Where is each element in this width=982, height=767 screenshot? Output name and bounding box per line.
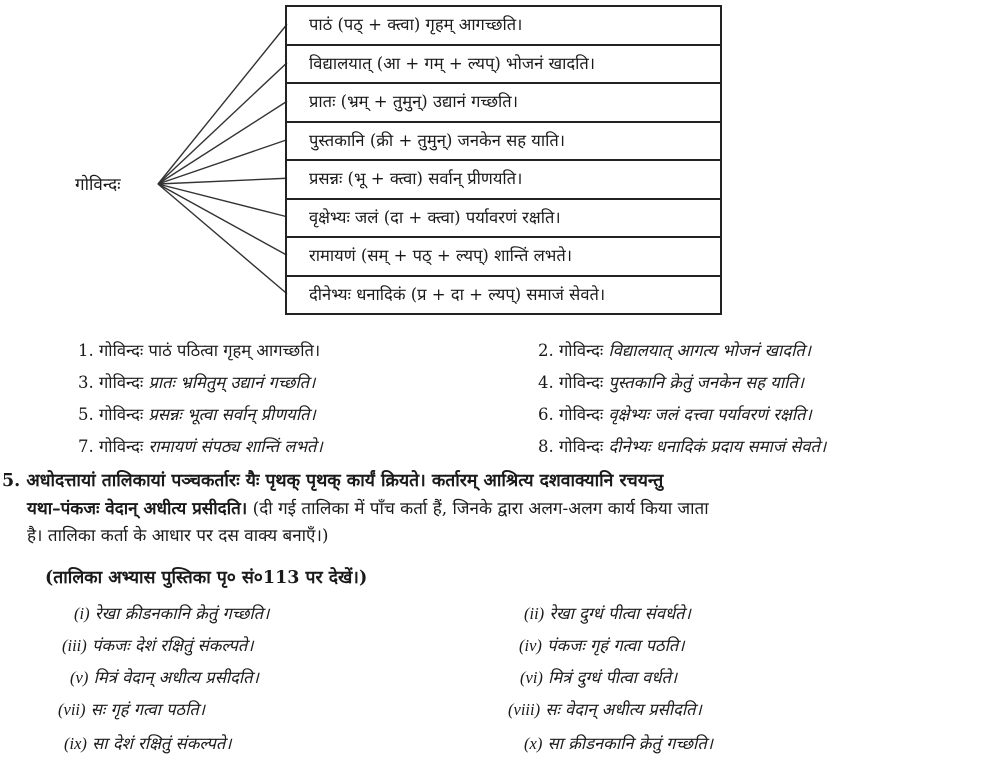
- answer-item: (ii) रेखा दुग्धं पीत्वा संवर्धते।: [524, 604, 691, 623]
- reference-note: (तालिका अभ्यास पुस्तिका पृ० सं०113 पर देखें।): [45, 568, 368, 588]
- question-5-hindi: (दी गई तालिका में पाँच कर्ता हैं, जिनके द्वारा अलग-अलग कार्य किया जाता: [252, 499, 709, 519]
- answer-item: 5. गोविन्दः प्रसन्नः भूत्वा सर्वान् प्रीणयति।: [78, 405, 316, 424]
- phrase-box: पाठं (पठ् + क्त्वा) गृहम् आगच्छति।: [287, 7, 720, 46]
- question-5-line3: है। तालिका कर्ता के आधार पर दस वाक्य बनाएँ।): [27, 526, 329, 546]
- answer-item: (iii) पंकजः देशं रक्षितुं संकल्पते।: [62, 636, 254, 655]
- answer-item: (x) सा क्रीडनकानि क्रेतुं गच्छति।: [524, 734, 713, 753]
- diagram-subject: गोविन्दः: [75, 175, 121, 195]
- answer-item: 4. गोविन्दः पुस्तकानि क्रेतुं जनकेन सह याति।: [538, 373, 805, 392]
- question-5-heading: 5. अधोदत्तायां तालिकायां पञ्चकर्तारः यैः पृथक् पृथक् कार्यं क्रियते। कर्तारम् आश्रित्य दशवाक्यानि रचयन्तु: [2, 471, 664, 491]
- phrase-box: विद्यालयात् (आ + गम् + ल्यप्) भोजनं खादति।: [287, 46, 720, 85]
- answer-item: 1. गोविन्दः पाठं पठित्वा गृहम् आगच्छति।: [78, 341, 321, 360]
- phrase-box: पुस्तकानि (क्री + तुमुन्) जनकेन सह याति।: [287, 123, 720, 162]
- question-5-line2: [27, 496, 977, 519]
- answer-item: (v) मित्रं वेदान् अधीत्य प्रसीदति।: [70, 668, 259, 687]
- connector-line: [158, 24, 287, 184]
- connector-line: [158, 184, 287, 255]
- connector-line: [158, 140, 287, 184]
- phrase-box: रामायणं (सम् + पठ् + ल्यप्) शान्तिं लभते।: [287, 238, 720, 277]
- connector-line: [158, 101, 287, 184]
- answer-item: 6. गोविन्दः वृक्षेभ्यः जलं दत्त्वा पर्यावरणं रक्षति।: [538, 405, 812, 424]
- phrase-box: दीनेभ्यः धनादिकं (प्र + दा + ल्यप्) समाजं सेवते।: [287, 277, 720, 316]
- answer-item: (vii) सः गृहं गत्वा पठति।: [58, 700, 206, 719]
- subject-branch-diagram: [0, 0, 982, 330]
- answer-item: (ix) सा देशं रक्षितुं संकल्पते।: [64, 734, 232, 753]
- connector-line: [158, 63, 287, 184]
- phrase-box: प्रसन्नः (भू + क्त्वा) सर्वान् प्रीणयति।: [287, 161, 720, 200]
- phrase-box: वृक्षेभ्यः जलं (दा + क्त्वा) पर्यावरणं रक्षति।: [287, 200, 720, 239]
- answer-item: 7. गोविन्दः रामायणं संपठ्य शान्तिं लभते।: [78, 437, 323, 456]
- answer-item: (viii) सः वेदान् अधीत्य प्रसीदति।: [508, 700, 702, 719]
- phrase-boxes: [285, 5, 722, 315]
- phrase-box: प्रातः (भ्रम् + तुमुन्) उद्यानं गच्छति।: [287, 84, 720, 123]
- connector-line: [158, 178, 287, 184]
- answer-item: (vi) मित्रं दुग्धं पीत्वा वर्धते।: [520, 668, 678, 687]
- answer-item: (i) रेखा क्रीडनकानि क्रेतुं गच्छति।: [74, 604, 270, 623]
- answer-item: 2. गोविन्दः विद्यालयात् आगत्य भोजनं खादति।: [538, 341, 811, 360]
- answer-item: 3. गोविन्दः प्रातः भ्रमितुम् उद्यानं गच्छति।: [78, 373, 316, 392]
- answer-item: (iv) पंकजः गृहं गत्वा पठति।: [519, 636, 685, 655]
- question-5-example: यथा–पंकजः वेदान् अधीत्य प्रसीदति।: [27, 499, 248, 519]
- answer-item: 8. गोविन्दः दीनेभ्यः धनादिकं प्रदाय समाजं सेवते।: [538, 437, 827, 456]
